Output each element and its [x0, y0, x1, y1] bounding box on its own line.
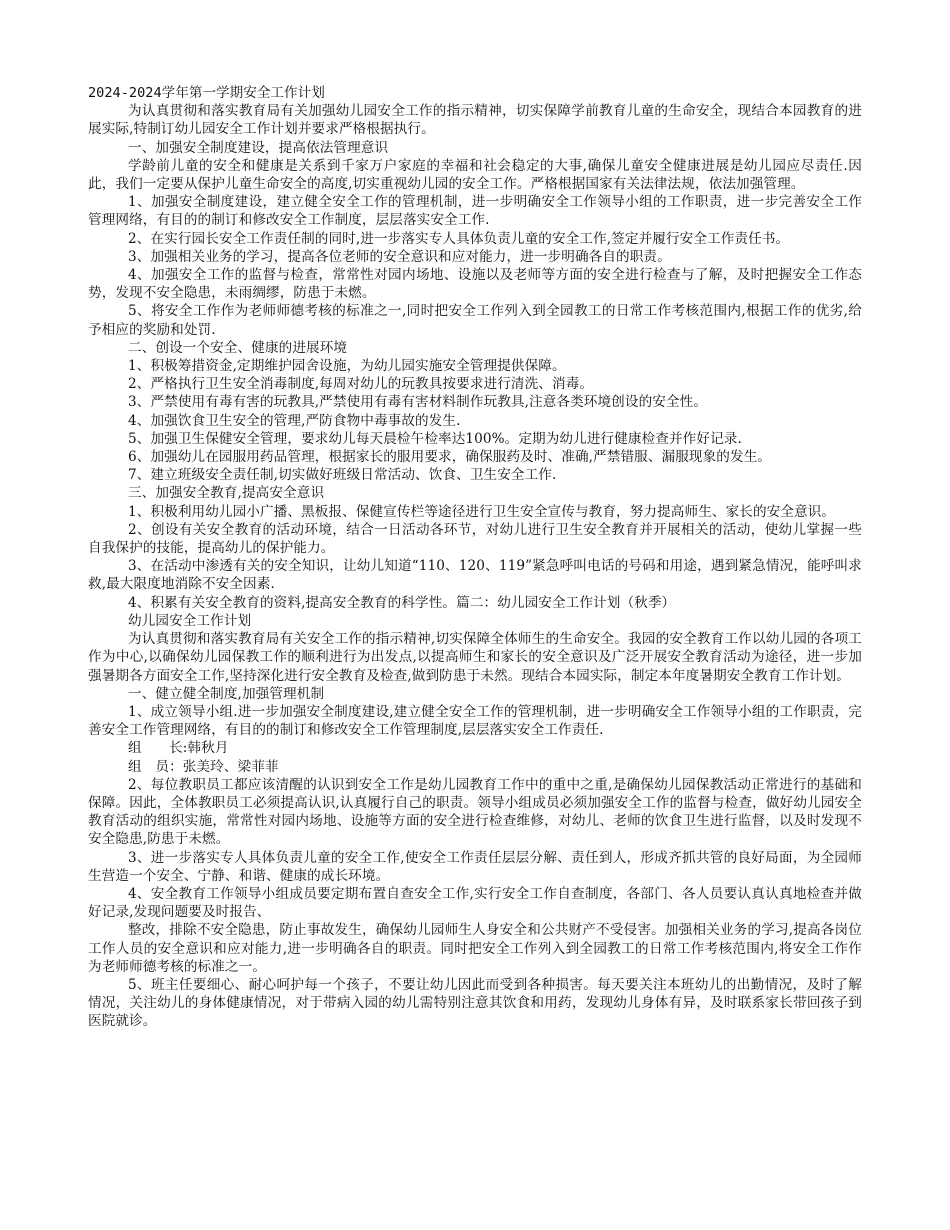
document-title: 2024-2024学年第一学期安全工作计划 [88, 85, 325, 101]
paragraph: 2、在实行园长安全工作责任制的同时,进一步落实专人具体负责儿童的安全工作,签定并履行安全工作责任书。 [128, 230, 790, 247]
paragraph: 学龄前儿童的安全和健康是关系到千家万户家庭的幸福和社会稳定的大事,确保儿童安全健康进展是幼儿园应尽责任.因此，我们一定要从保护儿童生命安全的高度,切实重视幼儿园的安全工作。严格根据国家有关法律法规，依法加强管理。 [88, 157, 862, 193]
paragraph: 2、每位教职员工都应该清醒的认识到安全工作是幼儿园教育工作中的重中之重,是确保幼儿园保教活动正常进行的基础和保障。因此，全体教职员工必须提高认识,认真履行自己的职责。领导小组成员必须加强安全工作的监督与检查，做好幼儿园安全教育活动的组织实施，常常性对园内场地、设施等方面的安全进行检查维修，对幼儿、老师的饮食卫生进行监督，以及时发现不安全隐患,防患于未燃。 [88, 776, 862, 848]
paragraph: 3、加强相关业务的学习，提高各位老师的安全意识和应对能力，进一步明确各自的职责。 [128, 248, 671, 265]
paragraph: 1、加强安全制度建设，建立健全安全工作的管理机制，进一步明确安全工作领导小组的工作职责，进一步完善安全工作管理网络，有目的的制订和修改安全工作制度，层层落实安全工作. [88, 194, 862, 229]
paragraph: 1、积极利用幼儿园小广播、黑板报、保健宣传栏等途径进行卫生安全宣传与教育，努力提高师生、家长的安全意识。 [128, 503, 836, 520]
paragraph: 4、安全教育工作领导小组成员要定期布置自查安全工作,实行安全工作自查制度，各部门、各人员要认真认真地检查并做好记录,发现问题要及时报告、 [88, 885, 862, 921]
paragraph: 组 员：张美玲、梁菲菲 [128, 758, 279, 775]
paragraph: 3、在活动中渗透有关的安全知识，让幼儿知道“110、120、119”紧急呼叫电话的号码和用途，遇到紧急情况，能呼叫求救,最大限度地消除不安全因素. [88, 558, 862, 593]
paragraph: 3、进一步落实专人具体负责儿童的安全工作,使安全工作责任层层分解、责任到人，形成齐抓共管的良好局面，为全园师生营造一个安全、宁静、和谐、健康的成长环境。 [88, 849, 862, 884]
document-body [88, 102, 862, 1030]
paragraph: 一、健立健全制度,加强管理机制 [128, 685, 325, 702]
paragraph: 5、加强卫生保健安全管理，要求幼儿每天晨检午检率达100%。定期为幼儿进行健康检查并作好记录. [128, 430, 742, 447]
paragraph: 组 长:韩秋月 [128, 740, 229, 757]
paragraph: 2、严格执行卫生安全消毒制度,每周对幼儿的玩教具按要求进行清洗、消毒。 [128, 376, 594, 393]
paragraph: 3、严禁使用有毒有害的玩教具,严禁使用有毒有害材料制作玩教具,注意各类环境创设的安全性。 [128, 394, 708, 411]
paragraph: 4、加强饮食卫生安全的管理,严防食物中毒事故的发生. [128, 412, 461, 429]
paragraph: 为认真贯彻和落实教育局有关加强幼儿园安全工作的指示精神，切实保障学前教育儿童的生命安全，现结合本园教育的进展实际,特制订幼儿园安全工作计划并要求严格根据执行。 [88, 103, 862, 138]
paragraph: 4、积累有关安全教育的资料,提高安全教育的科学性。篇二：幼儿园安全工作计划（秋季） [128, 594, 676, 611]
paragraph: 为认真贯彻和落实教育局有关安全工作的指示精神,切实保障全体师生的生命安全。我园的安全教育工作以幼儿园的各项工作为中心,以确保幼儿园保教工作的顺利进行为出发点,以提高师生和家长的安全意识及广泛开展安全教育活动为途径，进一步加强暑期各方面安全工作,坚持深化进行安全教育及检查,做到防患于未然。现结合本园实际，制定本年度暑期安全教育工作计划。 [88, 631, 862, 684]
paragraph: 2、创设有关安全教育的活动环境，结合一日活动各环节，对幼儿进行卫生安全教育并开展相关的活动，使幼儿掌握一些自我保护的技能，提高幼儿的保护能力。 [88, 521, 862, 557]
paragraph: 一、加强安全制度建设，提高依法管理意识 [128, 139, 389, 156]
paragraph: 5、班主任要细心、耐心呵护每一个孩子，不要让幼儿因此而受到各种损害。每天要关注本班幼儿的出勤情况，及时了解情况，关注幼儿的身体健康情况，对于带病入园的幼儿需特别注意其饮食和用药，发现幼儿身体有异，及时联系家长带回孩子到医院就诊。 [88, 976, 862, 1030]
paragraph: 5、将安全工作作为老师师德考核的标准之一,同时把安全工作列入到全园教工的日常工作考核范围内,根据工作的优劣,给予相应的奖励和处罚. [88, 303, 862, 338]
paragraph: 6、加强幼儿在园服用药品管理，根据家长的服用要求，确保服药及时、准确,严禁错服、漏服现象的发生。 [128, 449, 772, 466]
paragraph: 整改，排除不安全隐患，防止事故发生，确保幼儿园师生人身安全和公共财产不受侵害。加强相关业务的学习,提高各岗位工作人员的安全意识和应对能力,进一步明确各自的职责。同时把安全工作列入到全园教工的日常工作考核范围内,将安全工作作为老师师德考核的标准之一。 [88, 922, 862, 975]
paragraph: 幼儿园安全工作计划 [128, 612, 252, 629]
paragraph: 7、建立班级安全责任制,切实做好班级日常活动、饮食、卫生安全工作. [128, 467, 557, 484]
paragraph: 4、加强安全工作的监督与检查，常常性对园内场地、设施以及老师等方面的安全进行检查与了解，及时把握安全工作态势，发现不安全隐患，未雨绸缪，防患于未燃。 [88, 267, 862, 302]
paragraph: 三、加强安全教育,提高安全意识 [128, 485, 325, 502]
paragraph: 1、积极筹措资金,定期维护园舍设施，为幼儿园实施安全管理提供保障。 [128, 358, 566, 375]
paragraph: 1、成立领导小组.进一步加强安全制度建设,建立健全安全工作的管理机制，进一步明确安全工作领导小组的工作职责，完善安全工作管理网络，有目的的制订和修改安全工作管理制度,层层落实安全工作责任. [88, 703, 862, 739]
paragraph: 二、创设一个安全、健康的进展环境 [128, 339, 348, 356]
